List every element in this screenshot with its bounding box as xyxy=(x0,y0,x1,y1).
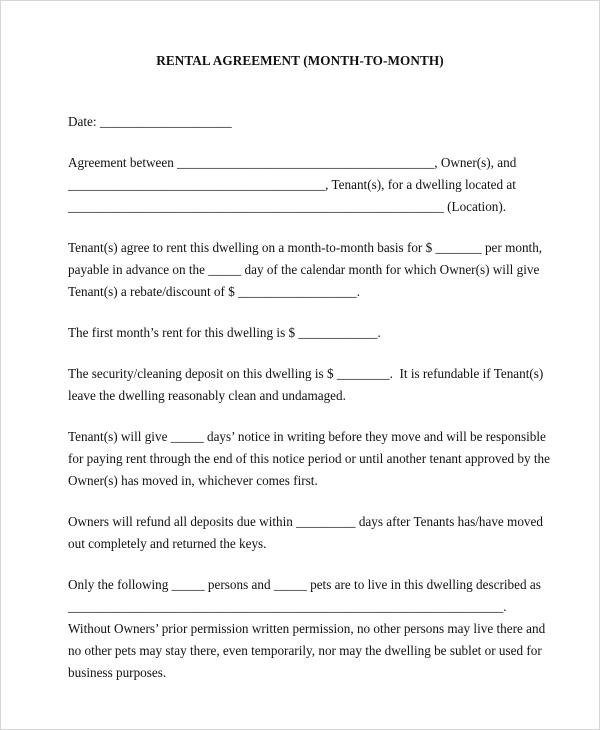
parties-clause-line: _______________________________________, Tenant(s), for a dwelling located at xyxy=(68,177,516,192)
occupancy-clause-line: __________________________________________________________________. xyxy=(68,599,507,614)
document-title: RENTAL AGREEMENT (MONTH-TO-MONTH) xyxy=(156,53,444,68)
parties-clause-line: _________________________________________________________ (Location). xyxy=(68,199,507,214)
rent-clause-line: payable in advance on the _____ day of the calendar month for which Owner(s) will give xyxy=(68,262,540,277)
occupancy-clause-line: no other pets may stay there, even temporarily, nor may the dwelling be sublet or used for xyxy=(68,643,542,658)
occupancy-clause-line: business purposes. xyxy=(68,665,167,680)
deposit-refund-line: out completely and returned the keys. xyxy=(68,536,267,551)
occupancy-clause-line: Without Owners’ prior permission written permission, no other persons may live there and xyxy=(68,621,546,636)
parties-clause xyxy=(68,152,532,218)
rent-clause xyxy=(68,237,543,303)
deposit-refund-clause xyxy=(68,511,543,555)
security-deposit-clause xyxy=(68,363,544,407)
date-line xyxy=(68,111,532,133)
date-field-line: Date: ____________________ xyxy=(68,114,232,129)
security-deposit-line: The security/cleaning deposit on this dwelling is $ ________. It is refundable if Tenant(s) xyxy=(68,366,544,381)
parties-clause-line: Agreement between _______________________________________, Owner(s), and xyxy=(68,155,517,170)
deposit-refund-line: Owners will refund all deposits due within _________ days after Tenants has/have moved xyxy=(68,514,543,529)
first-month-rent-clause xyxy=(68,322,532,344)
occupancy-clause-line: Only the following _____ persons and _____ pets are to live in this dwelling described as xyxy=(68,577,541,592)
move-out-notice-clause xyxy=(68,426,550,492)
move-out-notice-line: for paying rent through the end of this notice period or until another tenant approved by the xyxy=(68,451,550,466)
first-month-rent-line: The first month’s rent for this dwelling is $ ____________. xyxy=(68,325,381,340)
rent-clause-line: Tenant(s) a rebate/discount of $ __________________. xyxy=(68,284,361,299)
move-out-notice-line: Tenant(s) will give _____ days’ notice in writing before they move and will be responsible xyxy=(68,429,546,444)
occupancy-clause xyxy=(68,574,546,684)
rent-clause-line: Tenant(s) agree to rent this dwelling on a month-to-month basis for $ _______ per month, xyxy=(68,240,543,255)
security-deposit-line: leave the dwelling reasonably clean and undamaged. xyxy=(68,388,346,403)
move-out-notice-line: Owner(s) has moved in, whichever comes first. xyxy=(68,473,318,488)
